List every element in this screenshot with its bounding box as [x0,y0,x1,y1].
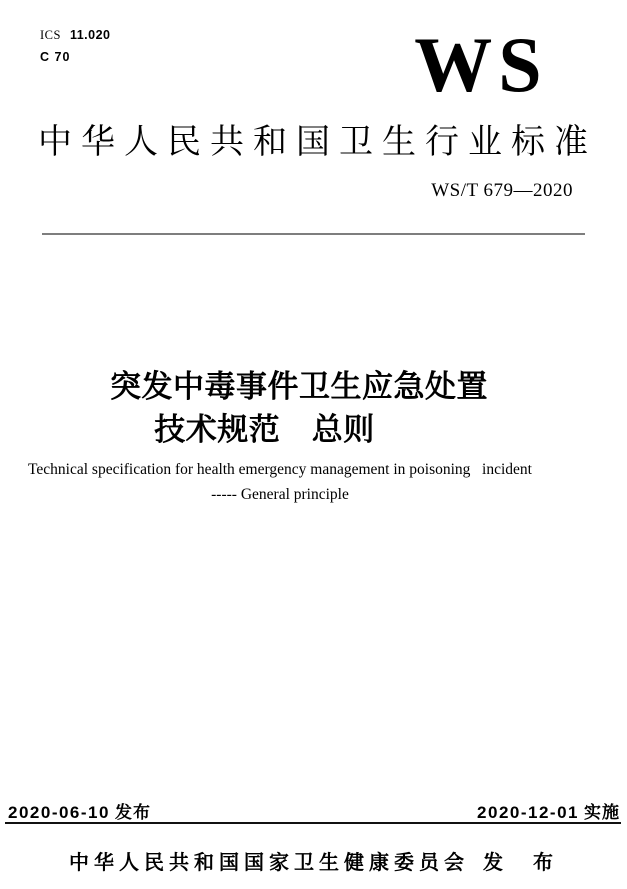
main-title-zh-line2: 技术规范 总则 [154,412,375,447]
ics-block [40,24,111,68]
implementation-date: 2020-12-01 [477,803,579,822]
issue-date-block [8,798,151,823]
ws-logo: WS [414,21,548,108]
footer-divider-rule [5,822,621,824]
issuer-name: 中华人民共和国国家卫生健康委员会 [69,852,469,874]
ics-code: 11.020 [69,28,111,42]
implementation-date-block [477,798,620,823]
ics-label: ICS [40,28,61,42]
issue-label: 发布 [114,803,151,822]
english-title-line1: Technical specification for health emergency management in poisoning incident [28,461,532,478]
publish-label: 发 布 [483,852,558,874]
english-title-line2: ----- General principle [211,486,349,503]
main-title-zh-line1: 突发中毒事件卫生应急处置 [110,369,488,404]
ics-line [40,24,111,46]
implementation-label: 实施 [584,803,620,822]
dates-row [8,798,620,823]
english-title [0,457,560,507]
header-divider-rule [42,233,585,235]
issue-date: 2020-06-10 [8,803,110,822]
document-number: WS/T 679—2020 [431,180,573,201]
issuing-body [0,846,627,875]
classification-code: C 70 [40,50,71,64]
standard-type-title: 中华人民共和国卫生行业标准 [38,123,588,161]
